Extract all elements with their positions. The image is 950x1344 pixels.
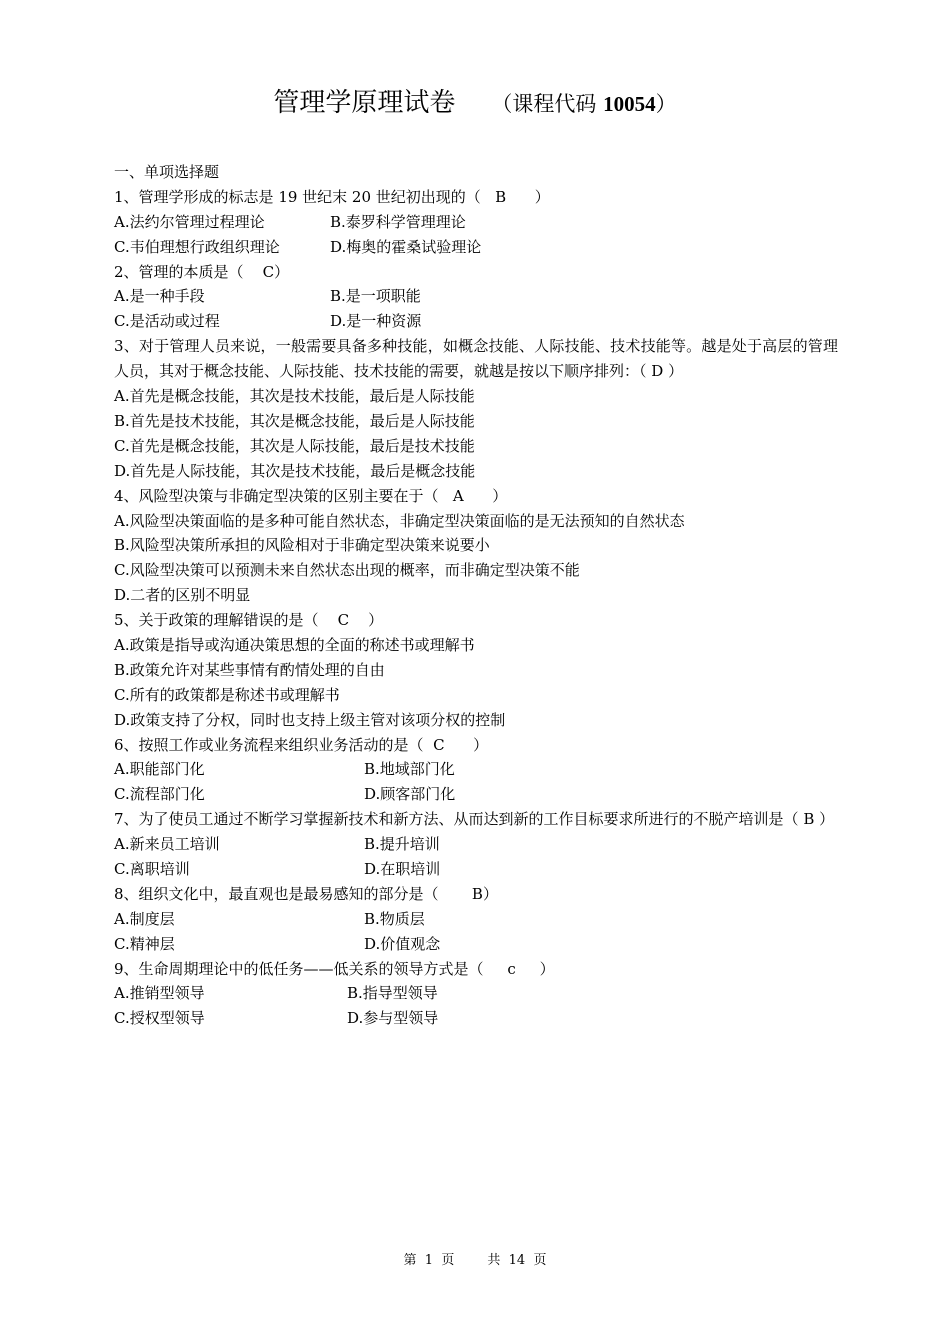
answer-option: B.首先是技术技能，其次是概念技能，最后是人际技能	[114, 411, 475, 430]
course-code-number: 10054	[603, 92, 656, 116]
answer-option: C.风险型决策可以预测未来自然状态出现的概率，而非确定型决策不能	[114, 561, 580, 580]
course-code-prefix: （课程代码	[491, 92, 604, 116]
answer-option: D.首先是人际技能，其次是技术技能，最后是概念技能	[114, 461, 476, 480]
answer-option: A.政策是指导或沟通决策思想的全面的称述书或理解书	[114, 635, 475, 654]
option-row	[114, 857, 838, 882]
option-row	[114, 1006, 838, 1031]
page-total: 共 14 页	[487, 1253, 547, 1268]
option-row	[114, 782, 838, 807]
answer-option: B.风险型决策所承担的风险相对于非确定型决策来说要小	[114, 536, 490, 555]
answer-option: D.参与型领导	[347, 1009, 439, 1028]
answer-option: A.新来员工培训	[114, 835, 220, 854]
answer-option: D.梅奥的霍桑试验理论	[330, 237, 482, 256]
answer-option: C.流程部门化	[114, 785, 205, 804]
answer-option: D.在职培训	[364, 859, 441, 878]
question-stem: 1、管理学形成的标志是 19 世纪末 20 世纪初出现的（ B ）	[114, 187, 550, 206]
answer-option: B.指导型领导	[347, 984, 438, 1003]
page-footer	[0, 1249, 950, 1268]
question-stem: 5、关于政策的理解错误的是（ C ）	[114, 611, 384, 630]
question-stem: 2、管理的本质是（ C）	[114, 262, 290, 281]
answer-option: B.是一项职能	[330, 287, 421, 306]
answer-option: A.是一种手段	[114, 287, 205, 306]
exam-title	[0, 82, 950, 119]
question-stem: 6、按照工作或业务流程来组织业务活动的是（ C ）	[114, 735, 489, 754]
question-stem: 7、为了使员工通过不断学习掌握新技术和新方法、从而达到新的工作目标要求所进行的不脱产培训是（ B ）	[114, 810, 835, 829]
answer-option: B.政策允许对某些事情有酌情处理的自由	[114, 660, 385, 679]
answer-option: B.地域部门化	[364, 760, 455, 779]
exam-content	[114, 160, 838, 1031]
answer-option: A.首先是概念技能，其次是技术技能，最后是人际技能	[114, 387, 475, 406]
option-row	[114, 757, 838, 782]
answer-option: A.风险型决策面临的是多种可能自然状态，非确定型决策面临的是无法预知的自然状态	[114, 511, 685, 530]
answer-option: D.价值观念	[364, 934, 441, 953]
answer-option: A.职能部门化	[114, 760, 205, 779]
option-row	[114, 210, 838, 235]
question-stem: 9、生命周期理论中的低任务——低关系的领导方式是（ c ）	[114, 959, 555, 978]
answer-option: C.精神层	[114, 934, 175, 953]
exam-title-main: 管理学原理试卷	[273, 88, 456, 118]
answer-option: B.提升培训	[364, 835, 440, 854]
question-stem: 4、风险型决策与非确定型决策的区别主要在于（ A ）	[114, 486, 508, 505]
answer-option: C.离职培训	[114, 859, 190, 878]
option-row	[114, 235, 838, 260]
answer-option: A.制度层	[114, 909, 175, 928]
answer-option: D.顾客部门化	[364, 785, 456, 804]
answer-option: C.韦伯理想行政组织理论	[114, 237, 280, 256]
answer-option: D.二者的区别不明显	[114, 586, 251, 605]
answer-option: C.首先是概念技能，其次是人际技能，最后是技术技能	[114, 436, 475, 455]
question-stem: 3、对于管理人员来说，一般需要具备多种技能，如概念技能、人际技能、技术技能等。越是处于高层的管理人员，其对于概念技能、人际技能、技术技能的需要，就越是按以下顺序排列：（ D ）	[114, 337, 838, 381]
option-row	[114, 309, 838, 334]
option-row	[114, 932, 838, 957]
option-row	[114, 907, 838, 932]
section-heading: 一、单项选择题	[114, 163, 220, 181]
answer-option: D.是一种资源	[330, 312, 422, 331]
page-number: 第 1 页	[403, 1253, 455, 1268]
answer-option: B.泰罗科学管理理论	[330, 212, 466, 231]
option-row	[114, 981, 838, 1006]
answer-option: D.政策支持了分权，同时也支持上级主管对该项分权的控制	[114, 710, 506, 729]
answer-option: A.推销型领导	[114, 984, 205, 1003]
course-code-suffix: ）	[655, 92, 677, 116]
answer-option: C.所有的政策都是称述书或理解书	[114, 685, 340, 704]
course-code	[491, 92, 676, 116]
question-stem: 8、组织文化中，最直观也是最易感知的部分是（ B）	[114, 884, 498, 903]
option-row	[114, 832, 838, 857]
option-row	[114, 284, 838, 309]
answer-option: C.是活动或过程	[114, 312, 220, 331]
answer-option: B.物质层	[364, 909, 425, 928]
answer-option: A.法约尔管理过程理论	[114, 212, 265, 231]
answer-option: C.授权型领导	[114, 1009, 205, 1028]
